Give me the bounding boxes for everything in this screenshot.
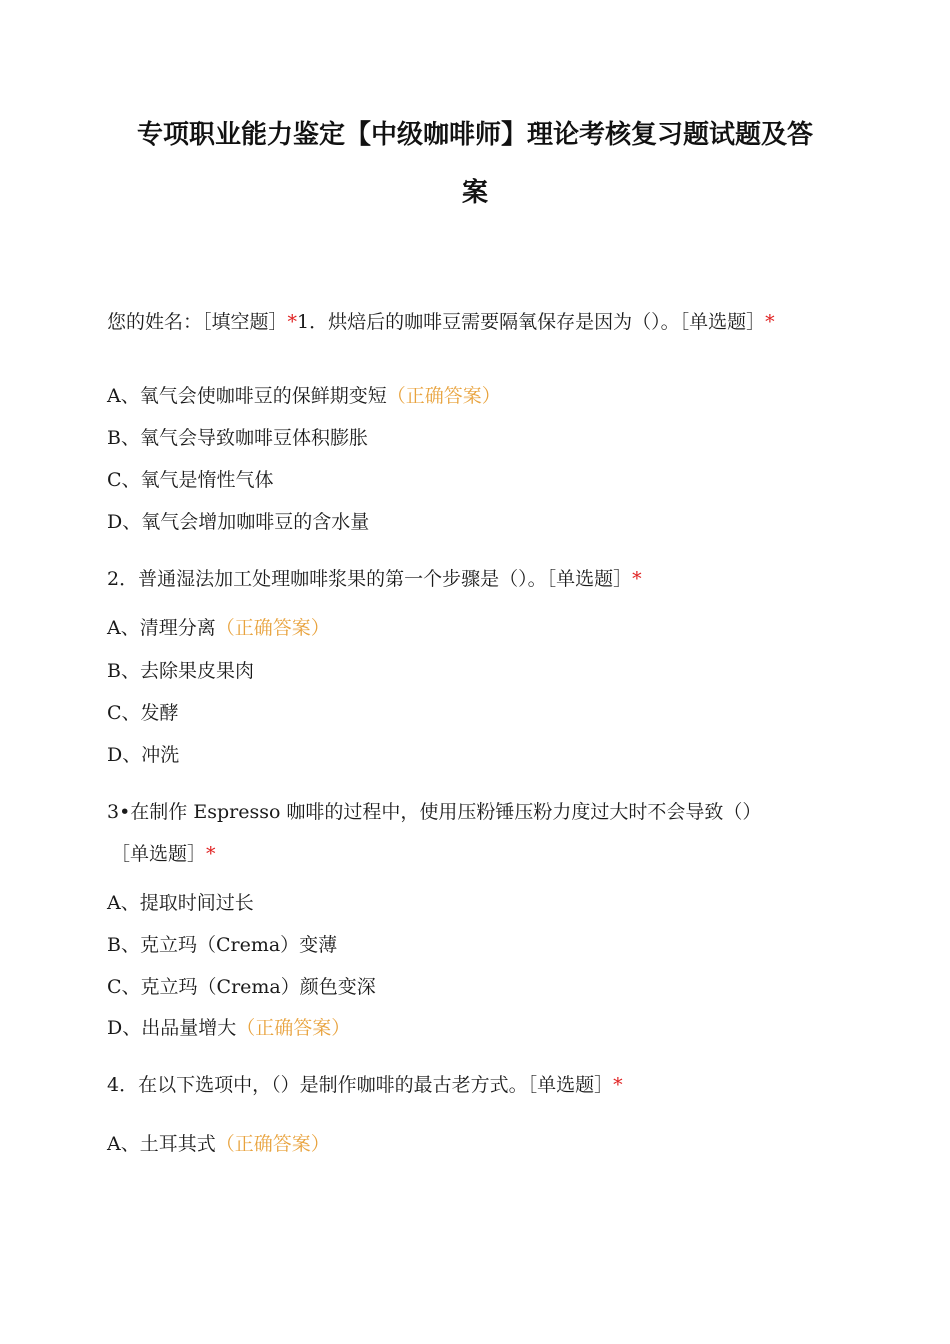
question-1-text: 1．烘焙后的咖啡豆需要隔氧保存是因为（）。［单选题］ xyxy=(297,311,766,333)
option-3a: A、提取时间过长 xyxy=(107,892,254,914)
correct-answer-tag: （正确答案） xyxy=(215,1133,330,1155)
question-3-text-line1: 3•在制作 Espresso 咖啡的过程中，使用压粉锤压粉力度过大时不会导致（） xyxy=(107,801,762,823)
option-3b: B、克立玛（Crema）变薄 xyxy=(107,934,338,956)
question-3-type: ［单选题］* xyxy=(111,843,216,865)
correct-answer-tag: （正确答案） xyxy=(215,617,330,639)
document-title-line1: 专项职业能力鉴定【中级咖啡师】理论考核复习题试题及答 xyxy=(136,120,813,150)
option-2b: B、去除果皮果肉 xyxy=(107,660,254,682)
document-title-line2: 案 xyxy=(461,178,488,208)
required-asterisk: * xyxy=(613,1074,623,1096)
option-4a: A、土耳其式（正确答案） xyxy=(107,1133,330,1155)
name-field-label: 您的姓名：［填空题］ xyxy=(107,311,288,333)
question-4 xyxy=(107,1070,623,1097)
option-2c: C、发酵 xyxy=(107,702,179,724)
option-1d: D、氧气会增加咖啡豆的含水量 xyxy=(107,511,370,533)
option-2d: D、冲洗 xyxy=(107,744,180,766)
required-asterisk: * xyxy=(632,568,642,590)
correct-answer-tag: （正确答案） xyxy=(386,385,501,407)
required-asterisk: * xyxy=(765,311,775,333)
question-2-text: 2．普通湿法加工处理咖啡浆果的第一个步骤是（）。［单选题］ xyxy=(107,568,633,590)
question-1-header xyxy=(107,310,832,334)
option-3d: D、出品量增大（正确答案） xyxy=(107,1017,351,1039)
question-4-text: 4．在以下选项中，（）是制作咖啡的最古老方式。［单选题］ xyxy=(107,1074,614,1096)
required-asterisk: * xyxy=(206,843,216,865)
required-asterisk: * xyxy=(287,311,298,333)
option-2a: A、清理分离（正确答案） xyxy=(107,617,330,639)
option-1a: A、氧气会使咖啡豆的保鲜期变短（正确答案） xyxy=(107,385,501,407)
question-2 xyxy=(107,564,642,591)
option-1c: C、氧气是惰性气体 xyxy=(107,469,274,491)
option-3c: C、克立玛（Crema）颜色变深 xyxy=(107,976,376,998)
correct-answer-tag: （正确答案） xyxy=(236,1017,351,1039)
option-1b: B、氧气会导致咖啡豆体积膨胀 xyxy=(107,427,368,449)
